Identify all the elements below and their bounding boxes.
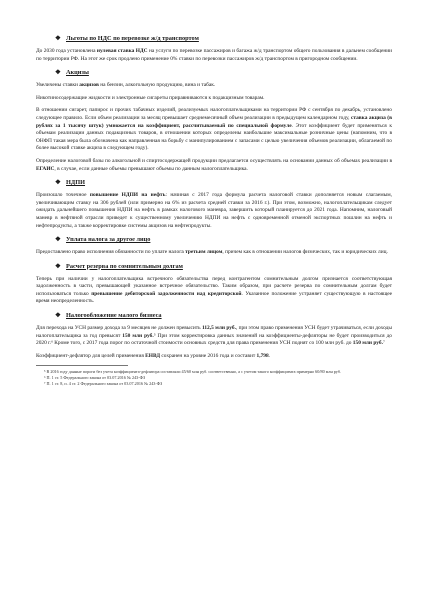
section-heading-third-party-tax: ❖ Уплата налога за другое лицо [55,236,151,244]
section-heading-doubtful-debts: ❖ Расчет резерва по сомнительным долгам [55,262,183,270]
diamond-bullet-icon: ❖ [55,236,61,244]
paragraph-ndpi: Произошло точечное повышение НДПИ на нефть: начиная с 2017 года формула расчета налоговой ставки дополняется новым слагаемым, увеличивающим ставку на 306 рублей (или примерно на 6% из расчета средней ставки за 2016 г.). При этом, возможно, налогоплательщикам следует ожидать дальнейшего повышения НДПИ на нефть в рамках налогового маневра, завершить который планируется до 2021 года. Напомним, налоговый маневр в нефтяной отрасли приведет к существенному увеличению НДПИ на нефть с одновременной отменой экспортных пошлин на нефть и нефтепродукты, а также корректировке системы акцизов на нефтепродукты. [36,192,392,229]
section-heading-vat-rail: ❖ Льготы по НДС по перевозке ж/д транспортом [55,35,199,42]
paragraph-vat-rail: До 2030 года установлена нулевая ставка НДС на услуги по перевозке пассажиров и багажа ж/д транспортом общего пользования в дальнем сообщении по территории РФ. На этот же срок продлено применение 0% ставки по перевозки пассажиров ж/д транспортом в пригородном сообщении. [36,48,392,62]
paragraph-nicotine: Никотиносодержащие жидкости и электронные сигареты приравниваются к подакцизным товарам. [36,94,265,101]
diamond-bullet-icon: ❖ [55,69,61,77]
paragraph-usn: Для перехода на УСН размер дохода за 9 месяцев не должен превысить 112,5 млн руб., при этом право применения УСН будет утрачиваться, если доходы налогоплательщика за год превысят 150 млн руб.⁵ При этом корректировка данных значений на коэффициенты-дефляторы не будет производиться до 2020 г.⁶ Кроме того, с 2017 года порог по остаточной стоимости основных средств для права применения УСН поднят со 100 млн руб. до 150 млн руб.⁷ [36,325,393,347]
footnote-divider [36,365,128,366]
paragraph-egais: Определение налоговой базы по алкогольной и спиртосодержащей продукции предлагается осуществлять на основании данных об объемах реализации в ЕГАИС, в случае, если данные объемы превышают объемы по данным налогоплательщика. [36,157,392,172]
footnote: ⁷ П. 1 ст. 8, п. 4 ст. 2 Федерального закона от 03.07.2016 № 243-ФЗ [44,381,163,387]
document-page [36,34,392,387]
section-heading-ndpi: ❖ НДПИ [55,179,86,187]
footnote: ⁵ В 2016 году данные пороги без учета коэффициента-дефлятора составляли 45/60 млн руб. соответственно, а с учетом такого коэффициента примерно 60/80 млн руб. [44,369,342,375]
paragraph-envd: Коэффициент-дефлятор для целей применения ЕНВД сохранен на уровне 2016 года и составит 1,798. [36,352,271,359]
paragraph-doubtful-debts: Теперь при наличии у налогоплательщика встречного обязательства перед контрагентом сомнительным долгом признается соответствующая задолженность в части, превышающей указанное встречное обязательство. Таким образом, при расчете резерва по сомнительным долгам будет использоваться только превышение дебиторской задолженности над кредиторской. Указанное положение устраняет существующую в настоящее время неопределенность. [36,275,393,305]
diamond-bullet-icon: ❖ [55,312,61,320]
section-heading-excise: ❖ Акцизы [55,69,89,77]
paragraph-third-party-tax: Предоставлено право исполнения обязанности по уплате налога третьим лицом, причем как в отношении налогов физических, так и юридических лиц. [36,249,388,256]
section-heading-small-business: ❖ Налогообложение малого бизнеса [55,312,162,320]
footnote: ⁶ П. 1 ст. 5 Федерального закона от 03.07.2016 № 243-ФЗ [44,375,146,381]
diamond-bullet-icon: ❖ [55,262,61,270]
paragraph-tobacco-rule: В отношении сигарет, папирос и прочих табачных изделий, реализуемых налогоплательщиками на территории РФ с сентября по декабрь, установлено следующее правило. Если объем реализации за месяц превышает среднемесячный объем реализации в предыдущем календарном году, ставка акциза (в рублях за 1 тысячу штук) умножается на коэффициент, рассчитываемый по специальной формуле. Этот коэффициент будет применяться к объемам реализации данных подакцизных товаров, в отношении которых определены наибольшие максимальные розничные цены (напомним, что в ОНФП такая мера была обозначена как направленная на борьбу с манипулированием с запасами с целью увеличения объемов реализации, облагаемой по более высокой ставке акциза в следующем году). [36,107,392,152]
paragraph-excise-rates: Увеличены ставки акцизов на бензин, алкогольную продукцию, вина и табак. [36,82,216,89]
diamond-bullet-icon: ❖ [55,35,61,42]
diamond-bullet-icon: ❖ [55,179,61,187]
